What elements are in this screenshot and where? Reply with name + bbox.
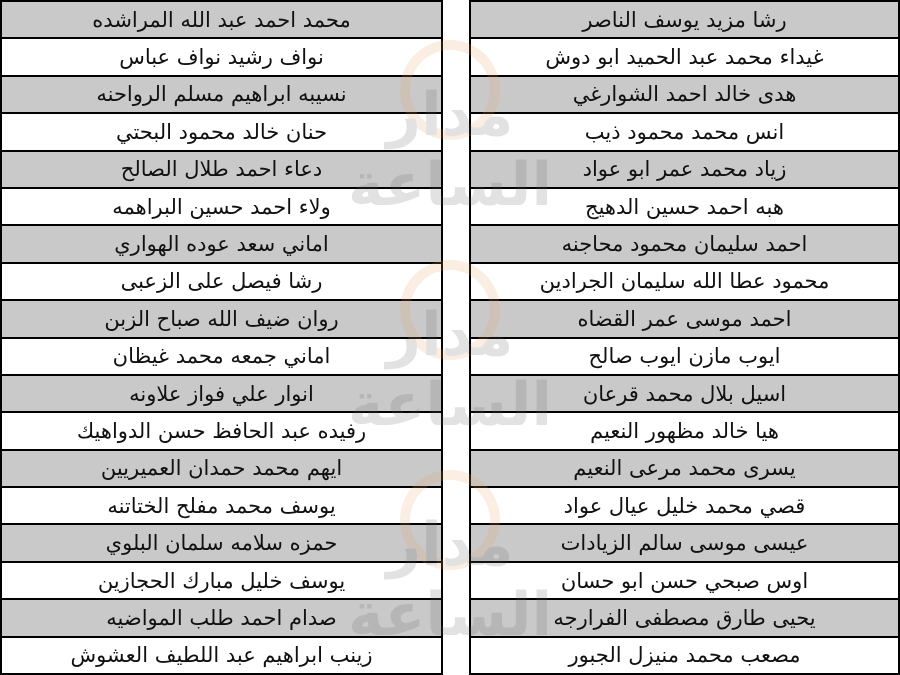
name-row xyxy=(471,451,898,488)
name-row xyxy=(471,638,898,675)
name-text: عيسى موسى سالم الزيادات xyxy=(560,531,809,556)
name-text: مصعب محمد منيزل الجبور xyxy=(568,643,801,668)
name-text: روان ضيف الله صباح الزبن xyxy=(104,306,339,331)
name-text: احمد سليمان محمود محاجنه xyxy=(561,232,808,257)
name-row xyxy=(471,152,898,189)
name-row xyxy=(2,488,441,525)
name-row xyxy=(471,376,898,413)
name-text: محمود عطا الله سليمان الجرادين xyxy=(539,269,830,294)
name-row xyxy=(471,600,898,637)
name-text: اوس صبحي حسن ابو حسان xyxy=(560,568,809,593)
name-text: نسيبه ابراهيم مسلم الرواحنه xyxy=(96,82,347,107)
name-row xyxy=(471,413,898,450)
watermark-text: مدار الساعة xyxy=(347,510,553,650)
name-text: اماني سعد عوده الهواري xyxy=(114,232,329,257)
name-text: يحيى طارق مصطفى الفرارجه xyxy=(553,605,816,630)
name-text: حمزه سلامه سلمان البلوي xyxy=(105,531,338,556)
name-text: غيداء محمد عبد الحميد ابو دوش xyxy=(545,45,824,70)
name-text: انس محمد محمود ذيب xyxy=(584,119,785,144)
name-row xyxy=(471,226,898,263)
name-text: اماني جمعه محمد غيظان xyxy=(112,344,331,369)
name-row xyxy=(2,376,441,413)
name-row xyxy=(471,301,898,338)
name-row xyxy=(471,525,898,562)
names-column-right xyxy=(469,0,900,675)
name-row xyxy=(2,152,441,189)
name-row xyxy=(2,563,441,600)
name-row xyxy=(2,600,441,637)
name-text: قصي محمد خليل عيال عواد xyxy=(563,493,806,518)
name-text: زينب ابراهيم عبد اللطيف العشوش xyxy=(70,643,373,668)
name-text: اسيل بلال محمد قرعان xyxy=(582,381,787,406)
name-text: هيا خالد مظهور النعيم xyxy=(590,418,779,443)
name-text: صدام احمد طلب المواضيه xyxy=(106,605,337,630)
name-row xyxy=(471,189,898,226)
name-row xyxy=(471,39,898,76)
name-text: يسرى محمد مرعى النعيم xyxy=(573,456,796,481)
watermark-text: مدار الساعة xyxy=(347,300,553,440)
name-text: هدى خالد احمد الشوارغي xyxy=(572,82,797,107)
name-text: ايوب مازن ايوب صالح xyxy=(588,344,781,369)
name-row xyxy=(471,264,898,301)
name-text: رشا فيصل على الزعبى xyxy=(120,269,323,294)
name-text: نواف رشيد نواف عباس xyxy=(119,45,324,70)
name-text: دعاء احمد طلال الصالح xyxy=(120,157,323,182)
name-row xyxy=(471,77,898,114)
name-row xyxy=(2,39,441,76)
name-row xyxy=(2,226,441,263)
name-row xyxy=(471,114,898,151)
name-text: يوسف خليل مبارك الحجازين xyxy=(97,568,346,593)
name-text: رفيده عبد الحافظ حسن الدواهيك xyxy=(76,418,367,443)
name-text: زياد محمد عمر ابو عواد xyxy=(582,157,787,182)
name-row xyxy=(2,77,441,114)
name-text: ولاء احمد حسين البراهمه xyxy=(112,194,331,219)
name-text: يوسف محمد مفلح الختاتنه xyxy=(107,493,336,518)
name-text: احمد موسى عمر القضاه xyxy=(577,306,792,331)
name-row xyxy=(2,339,441,376)
name-row xyxy=(471,563,898,600)
name-row xyxy=(2,638,441,675)
name-row xyxy=(2,189,441,226)
names-column-left xyxy=(0,0,443,675)
watermark-text: مدار الساعة xyxy=(347,80,553,220)
name-row xyxy=(2,451,441,488)
name-row xyxy=(471,339,898,376)
name-row xyxy=(2,525,441,562)
name-row xyxy=(2,413,441,450)
name-row xyxy=(2,301,441,338)
name-row xyxy=(471,488,898,525)
name-text: رشا مزيد يوسف الناصر xyxy=(582,7,787,32)
name-row xyxy=(2,0,441,39)
name-text: هبه احمد حسين الدهيج xyxy=(585,194,784,219)
name-row xyxy=(471,0,898,39)
name-text: محمد احمد عبد الله المراشده xyxy=(92,7,351,32)
name-text: ايهم محمد حمدان العميريين xyxy=(100,456,343,481)
name-text: انوار علي فواز علاونه xyxy=(129,381,314,406)
name-text: حنان خالد محمود البحتي xyxy=(115,119,328,144)
name-row xyxy=(2,114,441,151)
name-row xyxy=(2,264,441,301)
